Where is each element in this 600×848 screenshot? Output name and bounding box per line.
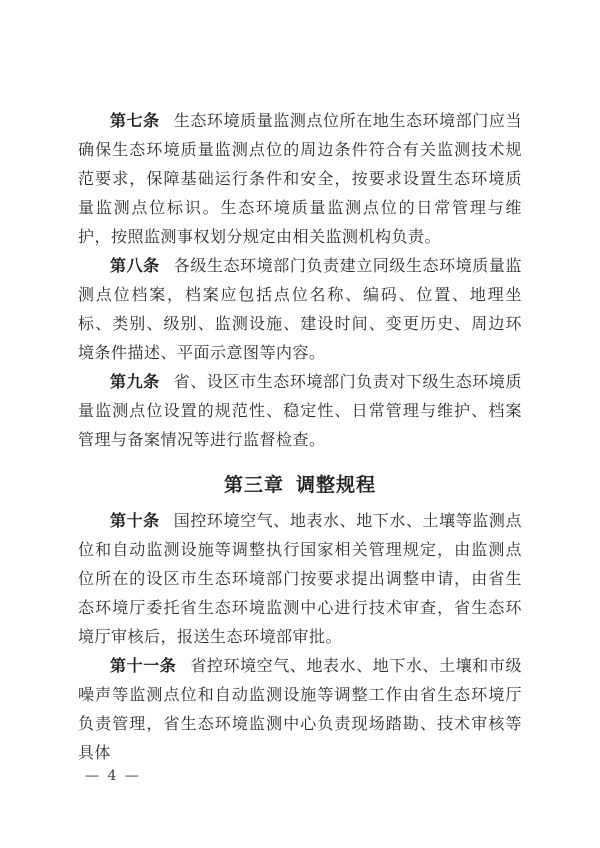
article-11-paragraph — [78, 651, 522, 767]
article-7-paragraph — [78, 106, 522, 251]
article-11-body: 省控环境空气、地表水、地下水、土壤和市级噪声等监测点位和自动监测设施等调整工作由省生态环境厅负责管理，省生态环境监测中心负责现场踏勘、技术审核等具体 — [78, 656, 522, 762]
article-10-body: 国控环境空气、地表水、地下水、土壤等监测点位和自动监测设施等调整执行国家相关管理规定，由监测点位所在的设区市生态环境部门按要求提出调整申请，由省生态环境厅委托省生态环境监测中心进行技术审查，省生态环境厅审核后，报送生态环境部审批。 — [78, 511, 522, 646]
article-10-paragraph — [78, 506, 522, 651]
article-11-number: 第十一条 — [110, 656, 177, 675]
chapter-3-title: 调整规程 — [296, 474, 377, 496]
article-9-paragraph — [78, 367, 522, 454]
article-8-paragraph — [78, 251, 522, 367]
article-8-number: 第八条 — [110, 256, 160, 275]
chapter-3-number: 第三章 — [223, 474, 284, 496]
page-number: — 4 — — [85, 768, 141, 784]
article-9-number: 第九条 — [110, 372, 160, 391]
document-body — [78, 106, 522, 767]
article-9-body: 省、设区市生态环境部门负责对下级生态环境质量监测点位设置的规范性、稳定性、日常管理与维护、档案管理与备案情况等进行监督检查。 — [78, 372, 522, 449]
article-10-number: 第十条 — [110, 511, 160, 530]
chapter-3-heading — [78, 471, 522, 500]
article-7-body: 生态环境质量监测点位所在地生态环境部门应当确保生态环境质量监测点位的周边条件符合有关监测技术规范要求，保障基础运行条件和安全，按要求设置生态环境质量监测点位标识。生态环境质量监测点位的日常管理与维护，按照监测事权划分规定由相关监测机构负责。 — [78, 111, 522, 246]
article-8-body: 各级生态环境部门负责建立同级生态环境质量监测点位档案，档案应包括点位名称、编码、位置、地理坐标、类别、级别、监测设施、建设时间、变更历史、周边环境条件描述、平面示意图等内容。 — [78, 256, 522, 362]
article-7-number: 第七条 — [110, 111, 160, 130]
